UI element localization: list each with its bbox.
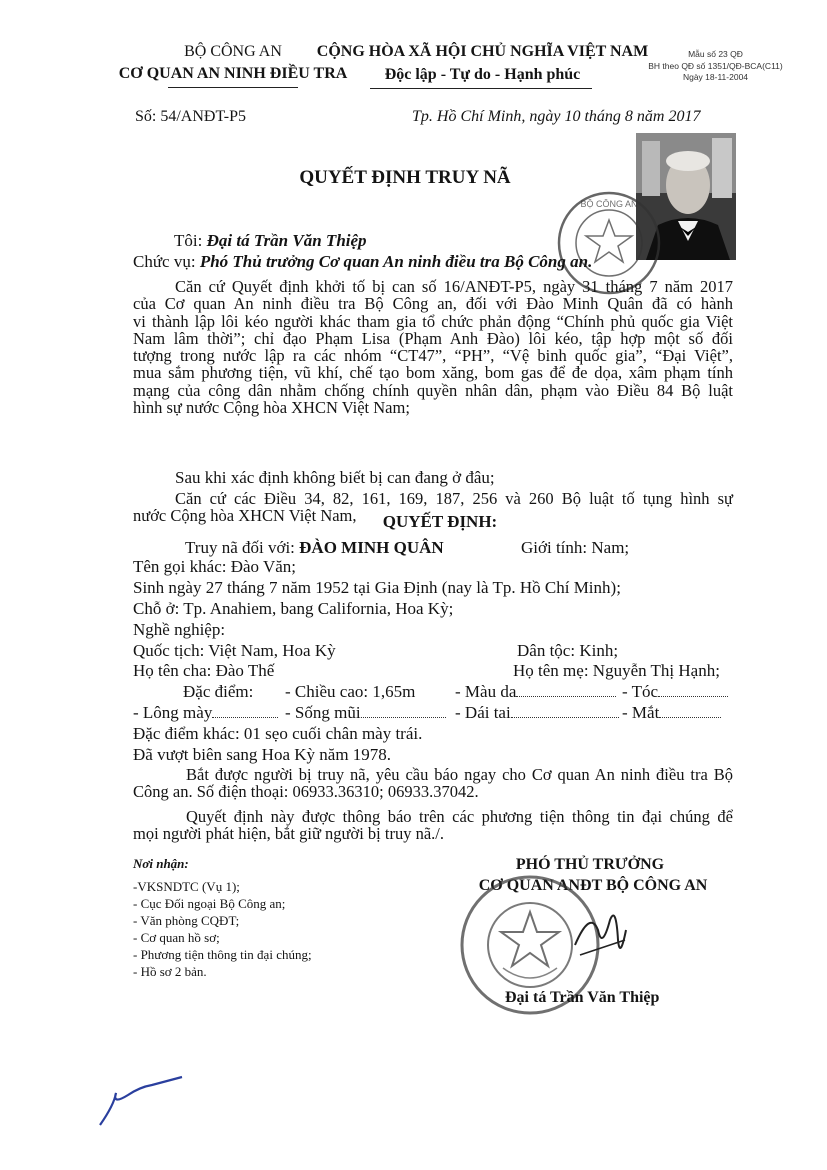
feature-eye [622, 703, 721, 723]
publish-line: mọi người phát hiện, bắt giữ người bị truy nã./. [133, 824, 444, 844]
features-label: Đặc điểm: [183, 682, 254, 701]
wanted-line [185, 538, 444, 558]
wanted-birth: Sinh ngày 27 tháng 7 năm 1952 tại Gia Định (nay là Tp. Hồ Chí Minh); [133, 578, 621, 597]
basis-law-line: Căn cứ các Điều 34, 82, 161, 169, 187, 256 và 260 Bộ luật tố tụng hình sự [175, 489, 733, 508]
report-paragraph [133, 766, 733, 801]
wanted-father: Họ tên cha: Đào Thế [133, 661, 275, 680]
basis-line: Căn cứ Quyết định khởi tố bị can số 16/ANĐT-P5, ngày 31 tháng 7 năm 2017 [175, 277, 733, 296]
feature-height: - Chiều cao: 1,65m [285, 682, 416, 701]
report-line: Bắt được người bị truy nã, yêu cầu báo ngay cho Cơ quan An ninh điều tra Bộ [186, 765, 733, 784]
crossed-border: Đã vượt biên sang Hoa Kỳ năm 1978. [133, 745, 392, 764]
feature-eyebrow-label: - Lông mày [133, 703, 213, 722]
issuer-line [174, 231, 367, 251]
issuer-position-label: Chức vụ: [133, 252, 200, 271]
other-features: Đặc điểm khác: 01 sẹo cuối chân mày trái. [133, 724, 423, 743]
basis-line: tượng trong nước lập ra các nhóm “CT47”, “PH”, “Vệ binh quốc gia”, “Đại Việt”, [133, 346, 733, 366]
wanted-nationality: Quốc tịch: Việt Nam, Hoa Kỳ [133, 641, 336, 660]
decision-heading: QUYẾT ĐỊNH: [382, 512, 498, 531]
feature-ear [455, 703, 619, 723]
feature-hair-label: - Tóc [622, 682, 659, 701]
document-number: Số: 54/ANĐT-P5 [135, 108, 246, 125]
national-title: CỘNG HÒA XÃ HỘI CHỦ NGHĨA VIỆT NAM [316, 43, 649, 60]
basis-line: mạng của công dân nhằm chống chính quyền nhân dân, phạm vào Điều 84 Bộ luật [133, 380, 733, 400]
basis-line: mua sắm phương tiện, vũ khí, chế tạo bom xăng, bom gas để đe dọa, xâm phạm tính [133, 363, 733, 383]
issuer-name-label: Tôi: [174, 231, 207, 250]
publish-line: Quyết định này được thông báo trên các phương tiện thông tin đại chúng để [186, 807, 733, 826]
feature-ear-label: - Dái tai [455, 703, 511, 722]
wanted-gender: Giới tính: Nam; [521, 538, 630, 557]
feature-skin [455, 682, 616, 702]
header-right-rule [370, 88, 592, 89]
recipient-item: - Hồ sơ 2 bản. [133, 964, 207, 979]
signer-title: PHÓ THỦ TRƯỞNG [515, 856, 665, 873]
issuer-position-line [133, 252, 592, 272]
wanted-residence: Chỗ ở: Tp. Anahiem, bang California, Hoa Kỳ; [133, 599, 454, 618]
report-line: Công an. Số điện thoại: 06933.36310; 06933.37042. [133, 782, 479, 802]
document-title: QUYẾT ĐỊNH TRUY NÃ [299, 167, 511, 188]
feature-nose-label: - Sống mũi [285, 703, 361, 722]
seal-top-text: BỘ CÔNG AN [580, 199, 638, 209]
recipient-item: -VKSNDTC (Vụ 1); [133, 879, 240, 894]
recipient-item: - Văn phòng CQĐT; [133, 913, 240, 928]
basis-law-line: nước Cộng hòa XHCN Việt Nam, [133, 506, 357, 526]
publish-paragraph [133, 808, 733, 843]
wanted-alias: Tên gọi khác: Đào Văn; [133, 557, 297, 576]
feature-skin-label: - Màu da [455, 682, 517, 701]
issuer-position: Phó Thủ trưởng Cơ quan An ninh điều tra Bộ Công an. [199, 252, 593, 271]
agency-subname: CƠ QUAN AN NINH ĐIỀU TRA [118, 65, 348, 82]
feature-eyebrow [133, 703, 278, 723]
feature-nose [285, 703, 446, 723]
form-basis: BH theo QĐ số 1351/QĐ-BCA(C11) [648, 61, 783, 71]
signer-agency: CƠ QUAN ANĐT BỘ CÔNG AN [478, 877, 708, 894]
form-date: Ngày 18-11-2004 [682, 72, 749, 82]
place-date: Tp. Hồ Chí Minh, ngày 10 tháng 8 năm 2017 [412, 108, 701, 125]
recipient-item: - Cục Đối ngoại Bộ Công an; [133, 896, 286, 911]
recipient-item: - Cơ quan hồ sơ; [133, 930, 220, 945]
basis-line: Nam lâm thời”; chỉ đạo Phạm Lisa (Phạm Anh Đào) lôi kéo, tập hợp một số đối [133, 328, 733, 348]
basis-paragraph [133, 278, 733, 416]
agency-name: BỘ CÔNG AN [184, 43, 282, 60]
feature-hair [622, 682, 728, 702]
basis-line: vi thành lập lôi kéo người khác tham gia tổ chức phản động “Chính phủ quốc gia Việt [133, 311, 733, 331]
recipients-label: Nơi nhận: [133, 856, 189, 871]
handwritten-signature [570, 900, 630, 970]
issuer-name: Đại tá Trần Văn Thiệp [206, 231, 367, 250]
wanted-ethnicity: Dân tộc: Kinh; [517, 641, 619, 660]
header-left-rule [168, 87, 298, 88]
wanted-occupation: Nghề nghiệp: [133, 620, 226, 639]
basis-location-unknown: Sau khi xác định không biết bị can đang ở đâu; [175, 468, 495, 487]
wanted-mother: Họ tên mẹ: Nguyễn Thị Hạnh; [513, 661, 720, 680]
wanted-label: Truy nã đối với: [185, 538, 300, 557]
form-number: Mẫu số 23 QĐ [688, 49, 743, 59]
basis-line: của Cơ quan An ninh điều tra Bộ Công an, đối với Đào Minh Quân đã có hành [133, 294, 733, 314]
feature-eye-label: - Mắt [622, 703, 660, 722]
national-motto: Độc lập - Tự do - Hạnh phúc [384, 66, 581, 83]
recipient-item: - Phương tiện thông tin đại chúng; [133, 947, 312, 962]
pen-mark [92, 1065, 192, 1135]
signer-name: Đại tá Trần Văn Thiệp [505, 989, 660, 1006]
wanted-name: ĐÀO MINH QUÂN [299, 538, 444, 557]
basis-line: hình sự nước Cộng hòa XHCN Việt Nam; [133, 398, 410, 418]
